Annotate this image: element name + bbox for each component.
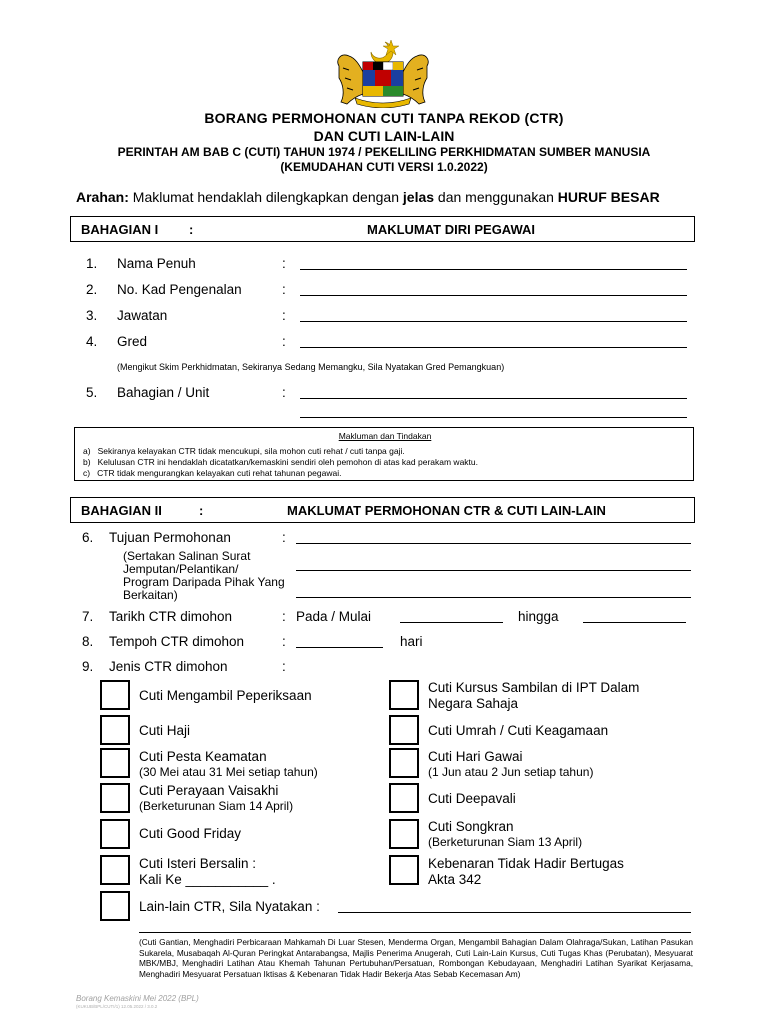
makluman-item-c: c) CTR tidak mengurangkan kelayakan cuti rehat tahunan pegawai. <box>83 468 342 478</box>
option-cuti-hari-gawai-note: (1 Jun atau 2 Jun setiap tahun) <box>428 765 594 779</box>
option-kebenaran-tidak-hadir-l2: Akta 342 <box>428 872 482 887</box>
form-title-line1: BORANG PERMOHONAN CUTI TANPA REKOD (CTR) <box>204 110 564 126</box>
section2-colon: : <box>199 503 204 518</box>
field-2-colon: : <box>282 282 286 297</box>
field-4-number: 4. <box>86 334 98 349</box>
tujuan-input-line-3[interactable] <box>296 597 691 598</box>
option-cuti-vaisakhi-note: (Berketurunan Siam 14 April) <box>139 799 294 813</box>
q6-number: 6. <box>82 530 94 545</box>
section1-colon: : <box>189 222 194 237</box>
checkbox-cuti-peperiksaan[interactable] <box>100 680 130 710</box>
option-cuti-haji: Cuti Haji <box>139 723 191 738</box>
instruction-text-2: dan menggunakan <box>434 189 558 205</box>
nama-penuh-input-line[interactable] <box>300 269 687 270</box>
q6-note-line4: Berkaitan) <box>123 588 178 602</box>
checkbox-lain-lain[interactable] <box>100 891 130 921</box>
instruction-bold-2: HURUF BESAR <box>557 189 660 205</box>
option-cuti-hari-gawai: Cuti Hari Gawai <box>428 749 523 764</box>
tujuan-input-line-1[interactable] <box>296 543 691 544</box>
form-subtitle-line1: PERINTAH AM BAB C (CUTI) TAHUN 1974 / PEKELILING PERKHIDMATAN SUMBER MANUSIA <box>117 145 651 159</box>
q7-colon: : <box>282 609 286 624</box>
checkbox-cuti-isteri-bersalin[interactable] <box>100 855 130 885</box>
form-subtitle-line2: (KEMUDAHAN CUTI VERSI 1.0.2022) <box>280 160 488 174</box>
q6-note-line3: Program Daripada Pihak Yang <box>123 575 285 589</box>
instruction-bold-1: jelas <box>402 189 435 205</box>
option-cuti-pesta-keamatan: Cuti Pesta Keamatan <box>139 749 267 764</box>
tujuan-input-line-2[interactable] <box>296 570 691 571</box>
checkbox-cuti-haji[interactable] <box>100 715 130 745</box>
field-1-colon: : <box>282 256 286 271</box>
makluman-title: Makluman dan Tindakan <box>338 431 432 441</box>
section1-title: MAKLUMAT DIRI PEGAWAI <box>367 222 536 237</box>
section2-header <box>70 497 695 523</box>
field-2-label: No. Kad Pengenalan <box>117 282 242 297</box>
tempoh-input-line[interactable] <box>296 647 383 648</box>
field-5-number: 5. <box>86 385 98 400</box>
checkbox-cuti-vaisakhi[interactable] <box>100 783 130 813</box>
option-cuti-pesta-keamatan-note: (30 Mei atau 31 Mei setiap tahun) <box>139 765 318 779</box>
option-cuti-vaisakhi: Cuti Perayaan Vaisakhi <box>139 783 279 798</box>
option-cuti-good-friday: Cuti Good Friday <box>139 826 242 841</box>
checkbox-cuti-umrah[interactable] <box>389 715 419 745</box>
checkbox-cuti-good-friday[interactable] <box>100 819 130 849</box>
option-cuti-umrah: Cuti Umrah / Cuti Keagamaan <box>428 723 609 738</box>
field-4-label: Gred <box>117 334 148 349</box>
q6-note-line1: (Sertakan Salinan Surat <box>123 549 251 563</box>
instruction-text-1: Maklumat hendaklah dilengkapkan dengan <box>128 189 403 205</box>
section1-header <box>70 216 695 242</box>
q8-colon: : <box>282 634 286 649</box>
field-3-colon: : <box>282 308 286 323</box>
option-cuti-kursus-sambilan: Cuti Kursus Sambilan di IPT Dalam <box>428 680 640 695</box>
tarikh-tamat-input-line[interactable] <box>583 622 686 623</box>
option-cuti-songkran-note: (Berketurunan Siam 13 April) <box>428 835 583 849</box>
lain-lain-input-line-2[interactable] <box>139 932 691 933</box>
field-3-label: Jawatan <box>117 308 168 323</box>
q8-unit: hari <box>400 634 423 649</box>
q7-number: 7. <box>82 609 94 624</box>
field-1-label: Nama Penuh <box>117 256 196 271</box>
q9-colon: : <box>282 659 286 674</box>
option-cuti-kursus-sambilan-l2: Negara Sahaja <box>428 696 519 711</box>
field-3-number: 3. <box>86 308 98 323</box>
option-cuti-isteri-bersalin-kali: Kali Ke ___________ . <box>139 872 276 887</box>
ic-number-input-line[interactable] <box>300 295 687 296</box>
checkbox-cuti-songkran[interactable] <box>389 819 419 849</box>
instruction-label: Arahan: <box>76 189 129 205</box>
q8-label: Tempoh CTR dimohon <box>109 634 245 649</box>
q9-label: Jenis CTR dimohon <box>109 659 228 674</box>
lain-lain-input-line-1[interactable] <box>338 912 691 913</box>
field-2-number: 2. <box>86 282 98 297</box>
form-title-line2: DAN CUTI LAIN-LAIN <box>313 128 455 144</box>
checkbox-cuti-hari-gawai[interactable] <box>389 748 419 778</box>
field-4-colon: : <box>282 334 286 349</box>
bahagian-input-line-1[interactable] <box>300 398 687 399</box>
option-cuti-peperiksaan: Cuti Mengambil Peperiksaan <box>139 688 312 703</box>
gred-note: (Mengikut Skim Perkhidmatan, Sekiranya Sedang Memangku, Sila Nyatakan Gred Pemangkuan) <box>117 362 505 372</box>
checkbox-cuti-pesta-keamatan[interactable] <box>100 748 130 778</box>
q7-pada-mulai: Pada / Mulai <box>296 609 372 624</box>
tarikh-mula-input-line[interactable] <box>400 622 503 623</box>
makluman-box <box>74 427 694 481</box>
option-cuti-isteri-bersalin: Cuti Isteri Bersalin : <box>139 856 257 871</box>
q8-number: 8. <box>82 634 94 649</box>
section2-label: BAHAGIAN II <box>81 503 162 518</box>
section2-title: MAKLUMAT PERMOHONAN CTR & CUTI LAIN-LAIN <box>287 503 606 518</box>
checkbox-cuti-kursus-sambilan[interactable] <box>389 680 419 710</box>
jawatan-input-line[interactable] <box>300 321 687 322</box>
section1-label: BAHAGIAN I <box>81 222 159 237</box>
checkbox-cuti-deepavali[interactable] <box>389 783 419 813</box>
q6-label: Tujuan Permohonan <box>109 530 231 545</box>
option-lain-lain: Lain-lain CTR, Sila Nyatakan : <box>139 899 320 914</box>
option-kebenaran-tidak-hadir: Kebenaran Tidak Hadir Bertugas <box>428 856 624 871</box>
field-1-number: 1. <box>86 256 98 271</box>
coat-of-arms-logo <box>333 38 433 108</box>
option-cuti-songkran: Cuti Songkran <box>428 819 514 834</box>
field-5-label: Bahagian / Unit <box>117 385 210 400</box>
footer-small-ref: (KUKUB/BPL/CUTI/1) 12.05.2022 / 3.0.2 <box>76 1004 158 1009</box>
q6-note-line2: Jemputan/Pelantikan/ <box>123 562 239 576</box>
makluman-item-b: b) Kelulusan CTR ini hendaklah dicatatkan/kemaskini sendiri oleh pemohon di atas kad perakam waktu. <box>83 457 478 467</box>
makluman-item-a: a) Sekiranya kelayakan CTR tidak mencukupi, sila mohon cuti rehat / cuti tanpa gaji. <box>83 446 405 456</box>
option-cuti-deepavali: Cuti Deepavali <box>428 791 516 806</box>
q9-number: 9. <box>82 659 94 674</box>
field-5-colon: : <box>282 385 286 400</box>
q7-label: Tarikh CTR dimohon <box>109 609 233 624</box>
footer-version: Borang Kemaskini Mei 2022 (BPL) <box>76 994 199 1003</box>
q6-colon: : <box>282 530 286 545</box>
bahagian-input-line-2[interactable] <box>300 417 687 418</box>
q7-hingga: hingga <box>518 609 559 624</box>
checkbox-kebenaran-tidak-hadir[interactable] <box>389 855 419 885</box>
instruction-text <box>76 189 660 205</box>
gred-input-line[interactable] <box>300 347 687 348</box>
lain-lain-note: (Cuti Gantian, Menghadiri Perbicaraan Mahkamah Di Luar Stesen, Menderma Organ, Mengambil Bahagian Dalam Olahraga/Sukan, Latihan Pasukan Sukarela, Musabaqah Al-Quran Peringkat Antarabangsa, Majlis Penerima Anugerah, Cuti Lain-Lain Kursus, Cuti Tugas Khas (Perubatan), Mesyuarat MBK/MBJ, Menghadiri Latihan Atau Khemah Tahunan Pertubuhan/Persatuan, Rombongan Kebudayaan, Menghadiri Latihan Syarikat Kerjasama, Menghadiri Mesyuarat Persatuan Iktisas & Kebenaran Tidak Hadir Bekerja Atas Sebab Kecemasan Am) <box>139 937 693 979</box>
